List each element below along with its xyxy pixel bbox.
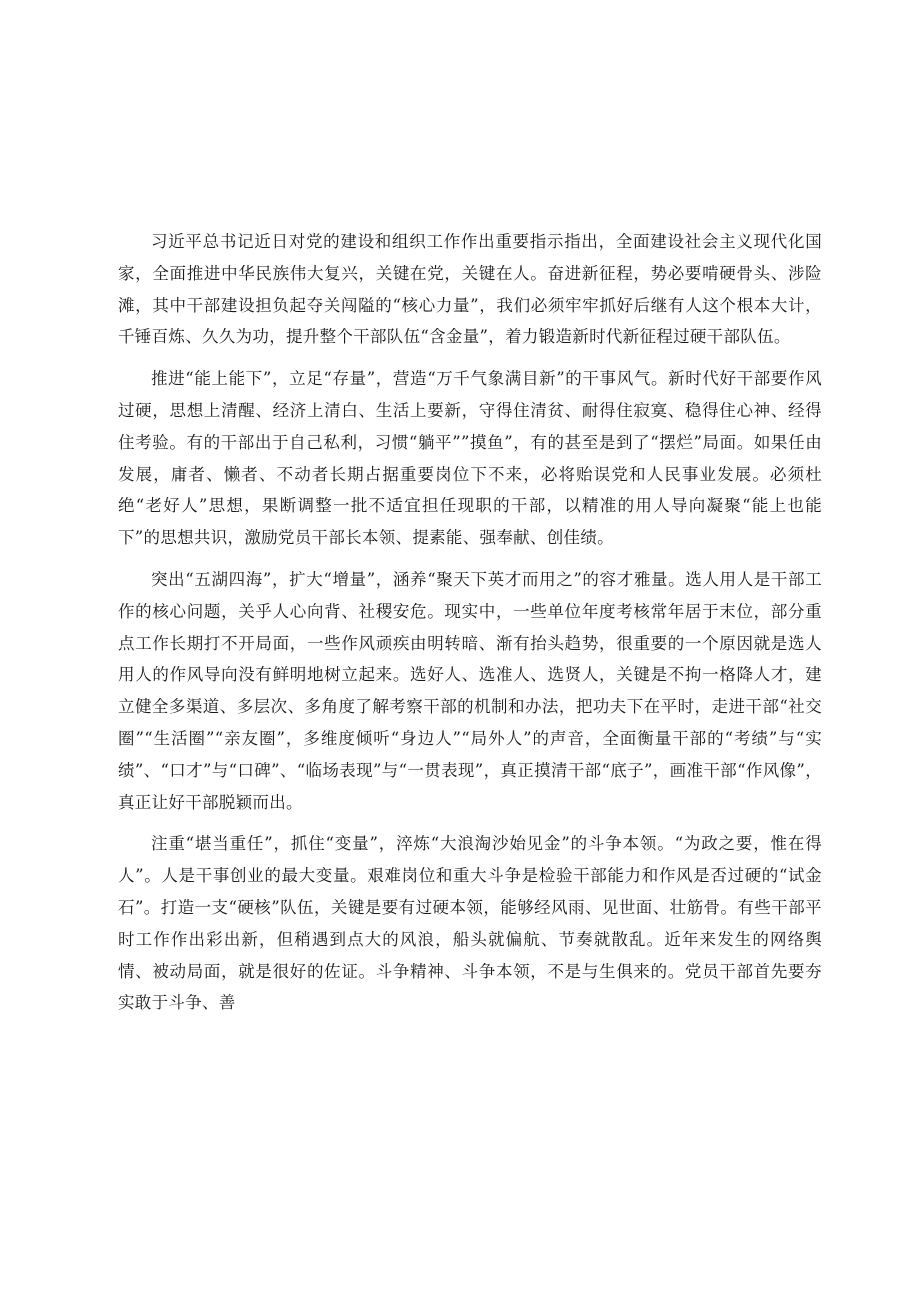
document-body [118, 226, 822, 1029]
paragraph-intro: 习近平总书记近日对党的建设和组织工作作出重要指示指出，全面建设社会主义现代化国家，全面推进中华民族伟大复兴，关键在党，关键在人。奋进新征程，势必要啃硬骨头、涉险滩，其中干部建设担负起夺关闯隘的“核心力量”，我们必须牢牢抓好后继有人这个根本大计，千锤百炼、久久为功，提升整个干部队伍“含金量”，着力锻造新时代新征程过硬干部队伍。 [118, 232, 822, 347]
paragraph-variable: 注重“堪当重任”，抓住“变量”，淬炼“大浪淘沙始见金”的斗争本领。“为政之要，惟在得人”。人是干事创业的最大变量。艰难岗位和重大斗争是检验干部能力和作风是否过硬的“试金石”。打造一支“硬核”队伍，关键是要有过硬本领，能够经风雨、见世面、壮筋骨。有些干部平时工作作出彩出新，但稍遇到点大的风浪，船头就偏航、节奏就散乱。近年来发生的网络舆情、被动局面，就是很好的佐证。斗争精神、斗争本领，不是与生俱来的。党员干部首先要夯实敢于斗争、善 [118, 834, 822, 1013]
paragraph-increment: 突出“五湖四海”，扩大“增量”，涵养“聚天下英才而用之”的容才雅量。选人用人是干部工作的核心问题，关乎人心向背、社稷安危。现实中，一些单位年度考核常年居于末位，部分重点工作长期打不开局面，一些作风顽疾由明转暗、渐有抬头趋势，很重要的一个原因就是选人用人的作风导向没有鲜明地树立起来。选好人、选准人、选贤人，关键是不拘一格降人才，建立健全多渠道、多层次、多角度了解考察干部的机制和办法，把功夫下在平时，走进干部“社交圈”“生活圈”“亲友圈”，多维度倾听“身边人”“局外人”的声音，全面衡量干部的“考绩”与“实绩”、“口才”与“口碑”、“临场表现”与“一贯表现”，真正摸清干部“底子”，画准干部“作风像”，真正让好干部脱颖而出。 [118, 569, 822, 812]
paragraph-existing-stock: 推进“能上能下”，立足“存量”，营造“万千气象满目新”的干事风气。新时代好干部要作风过硬，思想上清醒、经济上清白、生活上要新，守得住清贫、耐得住寂寞、稳得住心神、经得住考验。有的干部出于自己私利，习惯“躺平””摸鱼”，有的甚至是到了“摆烂”局面。如果任由发展，庸者、懒者、不动者长期占据重要岗位下不来，必将贻误党和人民事业发展。必须杜绝“老好人”思想，果断调整一批不适宜担任现职的干部，以精准的用人导向凝聚“能上也能下”的思想共识，激励党员干部长本领、提素能、强奉献、创佳绩。 [118, 369, 822, 548]
